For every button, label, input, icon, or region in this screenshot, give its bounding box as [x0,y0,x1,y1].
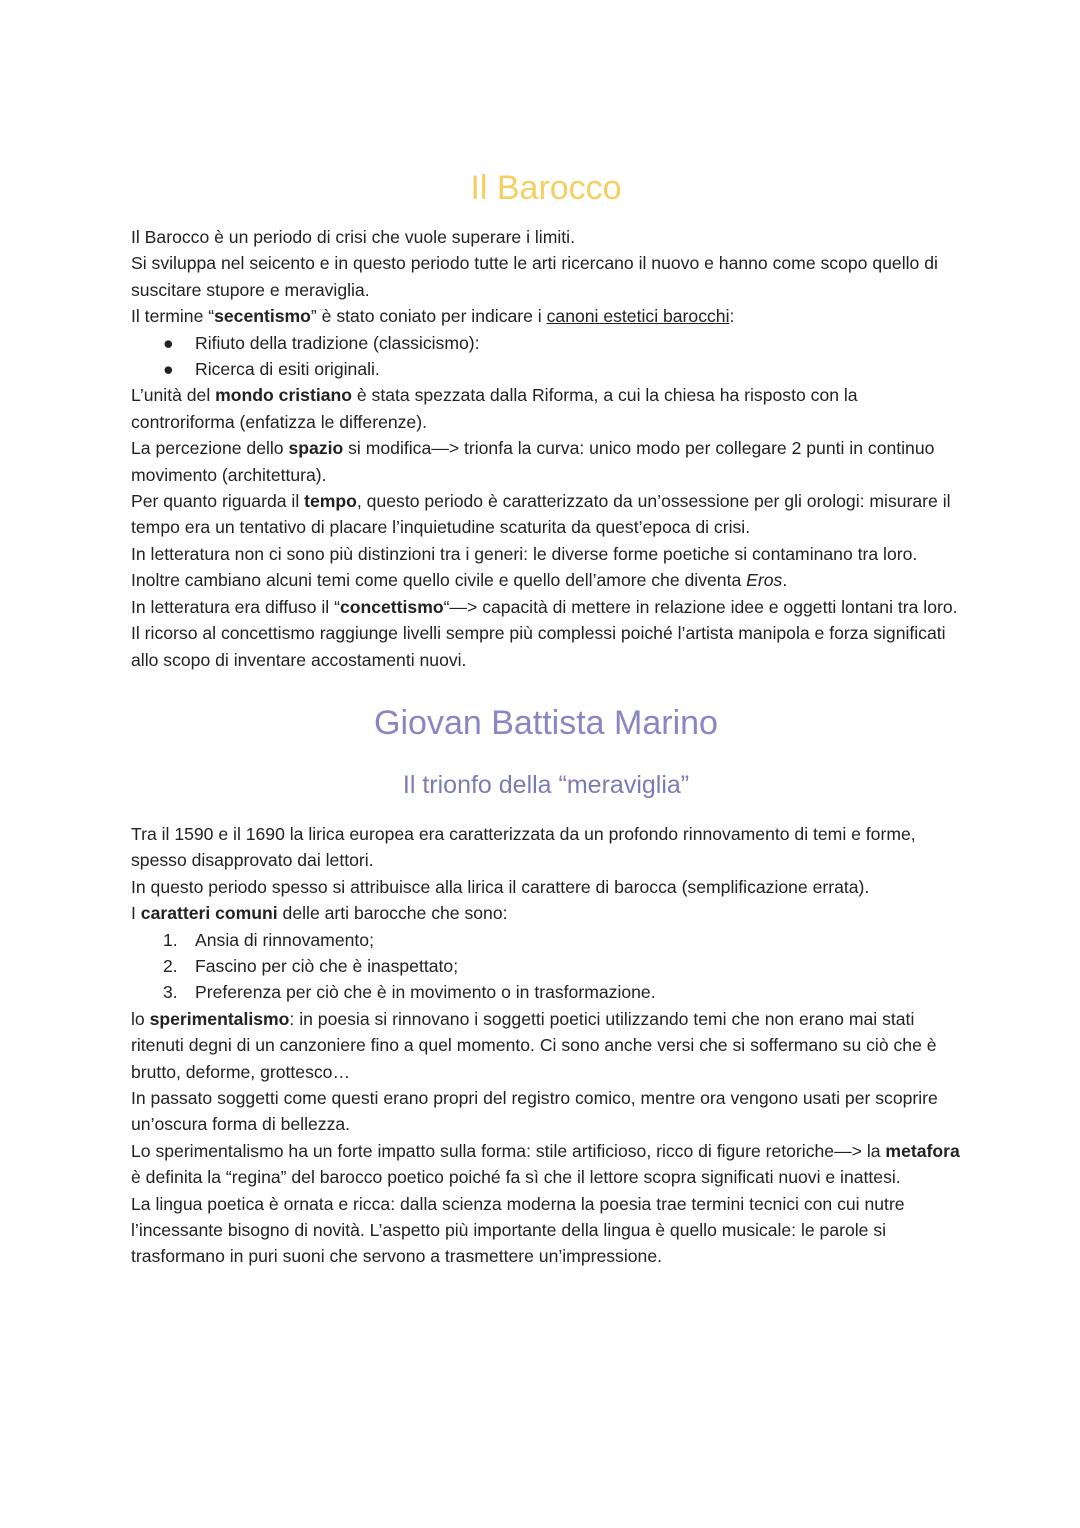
list-item-text: Ansia di rinnovamento; [195,929,374,950]
text-span: lo [131,1008,150,1029]
list-item-text: Preferenza per ciò che è in movimento o in trasformazione. [195,982,656,1003]
text-span: Il termine “ [131,306,215,327]
paragraph [131,488,961,541]
subtitle-meraviglia: Il trionfo della “meraviglia” [402,770,690,799]
paragraph: In questo periodo spesso si attribuisce alla lirica il carattere di barocca (semplificazione errata). [131,876,870,897]
text-span: I [131,903,141,924]
list-item-text: Fascino per ciò che è inaspettato; [195,955,459,976]
italic-term-eros: Eros [746,570,783,591]
bullet-icon: ● [163,359,174,380]
text-span: , questo periodo è caratterizzato da un’ossessione per gli orologi: misurare il tempo era un tentativo di placare l’inquietudine scaturita da quest’epoca di crisi. [131,491,951,538]
list-number: 3. [163,982,178,1003]
list-item-text: Rifiuto della tradizione (classicismo): [195,332,480,353]
text-span: : [729,306,735,327]
list-item [131,953,961,979]
paragraph [131,900,961,926]
list-item-text: Ricerca di esiti originali. [195,359,380,380]
list-item [131,330,961,356]
bold-term-concettismo: concettismo [339,596,444,617]
text-span: L’unità del [131,385,216,406]
text-span: è stata spezzata dalla Riforma, a cui la chiesa ha risposto con la controriforma (enfatizza le differenze). [131,385,858,432]
bold-term-spazio: spazio [288,438,344,459]
bullet-icon: ● [163,332,174,353]
text-span: In letteratura non ci sono più distinzioni tra i generi: le diverse forme poetiche si contaminano tra loro. Inoltre cambiano alcuni temi come quello civile e quello dell’amore che diventa [131,543,918,591]
list-number: 2. [163,955,178,976]
text-span: delle arti barocche che sono: [277,903,508,924]
paragraph: Si sviluppa nel seicento e in questo periodo tutte le arti ricercano il nuovo e hanno come scopo quello di suscitare stupore e meraviglia. [131,253,938,300]
paragraph [131,1006,961,1085]
text-span: . [782,570,788,591]
paragraph: La lingua poetica è ornata e ricca: dalla scienza moderna la poesia trae termini tecnici con cui nutre l’incessante bisogno di novità. L’aspetto più importante della lingua è quello musicale: le parole si trasformano in puri suoni che servono a trasmettere un’impressione. [131,1193,905,1267]
paragraph: Tra il 1590 e il 1690 la lirica europea era caratterizzata da un profondo rinnovamento di temi e forme, spesso disapprovato dai lettori. [131,823,916,871]
bullet-list [131,330,961,383]
list-item [131,927,961,953]
text-span: Lo sperimentalismo ha un forte impatto sulla forma: stile artificioso, ricco di figure retoriche—> la [131,1140,886,1161]
paragraph [131,541,961,594]
bold-term-caratteri-comuni: caratteri comuni [140,903,278,924]
text-span: Per quanto riguarda il [131,491,305,512]
bold-term-tempo: tempo [304,491,357,512]
underlined-term: canoni estetici barocchi [546,306,730,327]
numbered-list [131,927,961,1006]
text-span: In letteratura era diffuso il “ [131,596,340,617]
paragraph [131,382,961,435]
paragraph [131,1138,961,1191]
text-span: ” è stato coniato per indicare i [310,306,547,327]
text-span: : in poesia si rinnovano i soggetti poetici utilizzando temi che non erano mai stati ritenuti degni di un canzoniere fino a quel momento. Ci sono anche versi che si soffermano su ciò che è brutto, deforme, grottesco… [131,1008,937,1082]
list-item [131,979,961,1005]
title-barocco: Il Barocco [470,169,622,207]
bold-term-sperimentalismo: sperimentalismo [149,1008,290,1029]
text-span: La percezione dello [131,438,289,459]
text-span: “—> capacità di mettere in relazione idee e oggetti lontani tra loro. Il ricorso al concettismo raggiunge livelli sempre più complessi poiché l’artista manipola e forza significati allo scopo di inventare accostamenti nuovi. [131,596,958,670]
list-number: 1. [163,929,178,950]
bold-term-secentismo: secentismo [214,306,311,327]
text-span: è definita la “regina” del barocco poetico poiché fa sì che il lettore scopra significati nuovi e inattesi. [131,1167,901,1188]
list-item [131,356,961,382]
title-marino: Giovan Battista Marino [374,703,718,742]
text-span: si modifica—> trionfa la curva: unico modo per collegare 2 punti in continuo movimento (architettura). [131,438,935,485]
document-page [131,160,961,1270]
paragraph [131,594,961,673]
paragraph: In passato soggetti come questi erano propri del registro comico, mentre ora vengono usati per scoprire un’oscura forma di bellezza. [131,1087,938,1135]
paragraph [131,303,961,329]
bold-term-metafora: metafora [885,1140,960,1161]
bold-term-mondo-cristiano: mondo cristiano [215,385,352,406]
paragraph [131,435,961,488]
paragraph: Il Barocco è un periodo di crisi che vuole superare i limiti. [131,227,575,247]
